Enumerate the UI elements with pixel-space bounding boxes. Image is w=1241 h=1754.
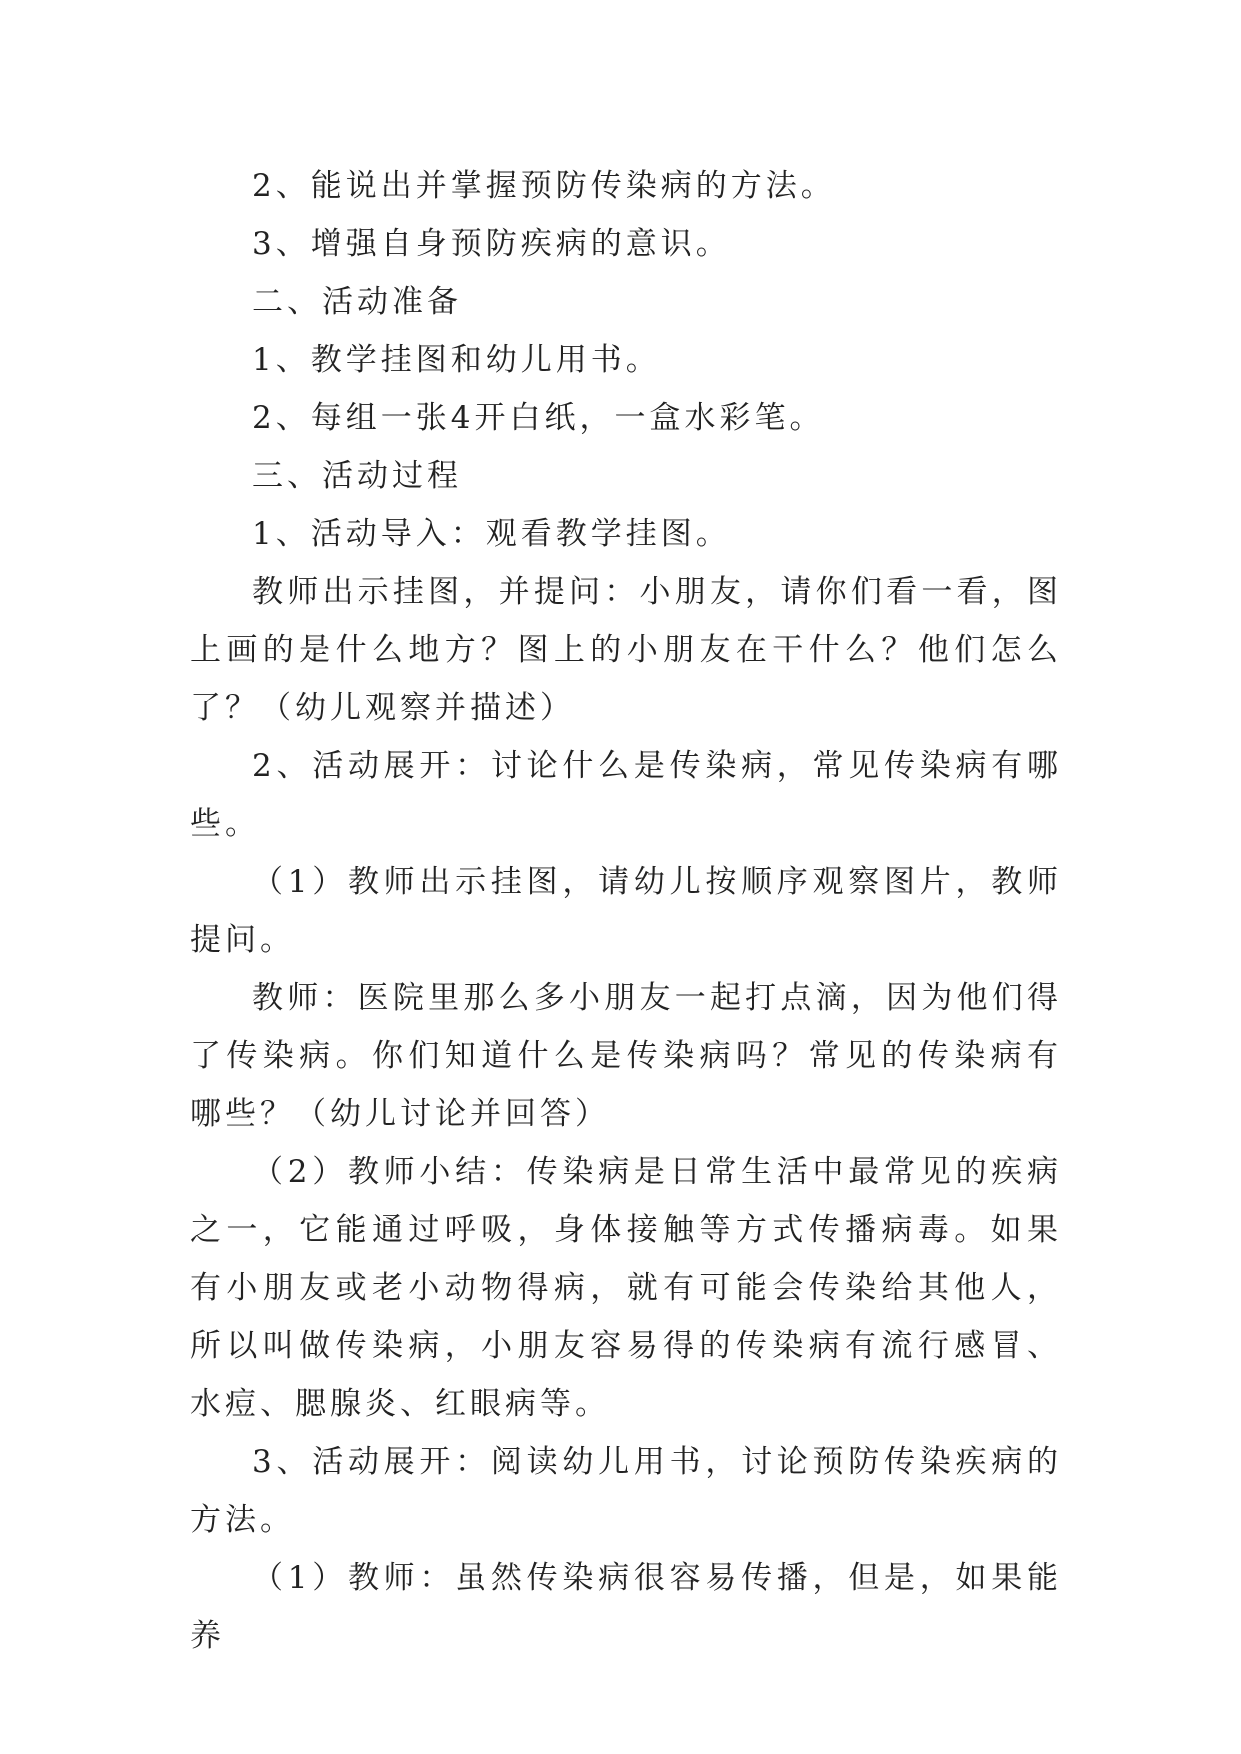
paragraph-process-1: 1、活动导入：观看教学挂图。	[252, 516, 731, 552]
paragraph-objective-3: 3、增强自身预防疾病的意识。	[252, 226, 731, 262]
paragraph-preparation-1: 1、教学挂图和幼儿用书。	[252, 342, 661, 378]
document-body	[190, 157, 1062, 1665]
paragraph-process-2: 2、活动展开：讨论什么是传染病，常见传染病有哪些。	[190, 748, 1062, 842]
paragraph-teacher-question: 教师出示挂图，并提问：小朋友，请你们看一看，图上画的是什么地方？图上的小朋友在干什么？他们怎么了？（幼儿观察并描述）	[190, 574, 1062, 726]
paragraph-objective-2: 2、能说出并掌握预防传染病的方法。	[252, 168, 836, 204]
paragraph-preparation-2: 2、每组一张4开白纸，一盒水彩笔。	[252, 400, 825, 436]
paragraph-teacher-hospital: 教师：医院里那么多小朋友一起打点滴，因为他们得了传染病。你们知道什么是传染病吗？常见的传染病有哪些？（幼儿讨论并回答）	[190, 980, 1062, 1132]
paragraph-process-3: 3、活动展开：阅读幼儿用书，讨论预防传染疾病的方法。	[190, 1444, 1062, 1538]
paragraph-step-2-1: （1）教师出示挂图，请幼儿按顺序观察图片，教师提问。	[190, 864, 1062, 958]
section-heading-preparation: 二、活动准备	[252, 284, 462, 320]
section-heading-process: 三、活动过程	[252, 458, 462, 494]
paragraph-step-3-1: （1）教师：虽然传染病很容易传播，但是，如果能养	[190, 1560, 1062, 1654]
paragraph-step-2-2-summary: （2）教师小结：传染病是日常生活中最常见的疾病之一，它能通过呼吸，身体接触等方式传播病毒。如果有小朋友或老小动物得病，就有可能会传染给其他人，所以叫做传染病，小朋友容易得的传染病有流行感冒、水痘、腮腺炎、红眼病等。	[190, 1154, 1062, 1422]
